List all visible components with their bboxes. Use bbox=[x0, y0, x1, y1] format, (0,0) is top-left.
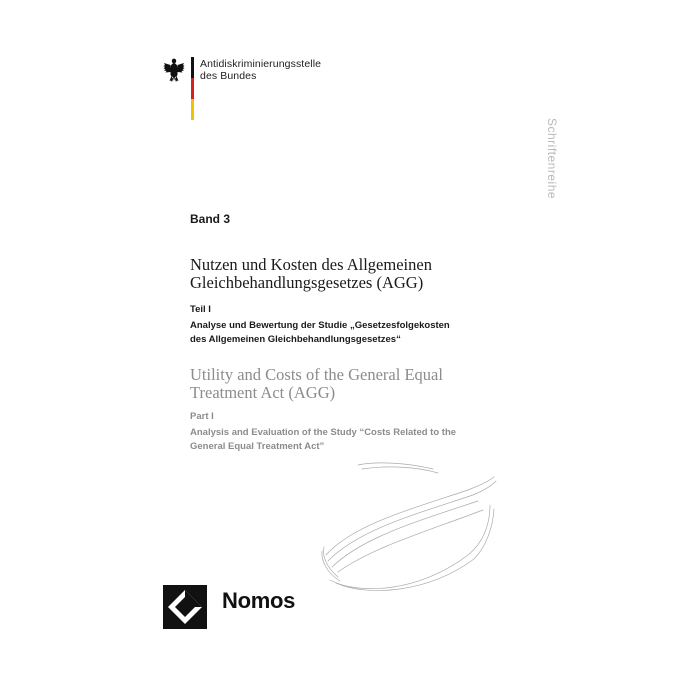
german-subtitle-line2: des Allgemeinen Gleichbehandlungsgesetzes“ bbox=[190, 333, 401, 345]
flag-stripe-black bbox=[191, 57, 194, 78]
publisher-name: Nomos bbox=[222, 588, 296, 613]
flag-stripe-gold bbox=[191, 99, 194, 120]
agency-name-line1: Antidiskriminierungsstelle bbox=[200, 58, 322, 70]
english-title bbox=[190, 366, 540, 402]
english-subtitle bbox=[190, 426, 550, 454]
english-subtitle-line1: Analysis and Evaluation of the Study “Costs Related to the bbox=[190, 427, 457, 438]
english-title-line1: Utility and Costs of the General Equal bbox=[190, 365, 443, 384]
english-part: Part I bbox=[190, 411, 214, 422]
english-title-line2: Treatment Act (AGG) bbox=[190, 383, 336, 402]
german-title-line1: Nutzen und Kosten des Allgemeinen bbox=[190, 255, 432, 274]
german-part: Teil I bbox=[190, 304, 211, 315]
flag-stripe-red bbox=[191, 78, 194, 99]
nomos-logo-icon bbox=[163, 585, 207, 629]
flag-bar bbox=[191, 57, 194, 120]
german-subtitle-line1: Analyse und Bewertung der Studie „Gesetzesfolgekosten bbox=[190, 320, 450, 331]
pencil-sketch-illustration bbox=[318, 455, 498, 600]
english-subtitle-line2: General Equal Treatment Act” bbox=[190, 441, 325, 452]
agency-name bbox=[200, 58, 321, 82]
german-subtitle bbox=[190, 319, 550, 346]
series-label bbox=[545, 118, 559, 228]
federal-eagle-icon bbox=[163, 57, 185, 83]
agency-name-line2: des Bundes bbox=[200, 70, 257, 82]
series-label-text: Schriftenreihe bbox=[545, 118, 559, 200]
volume-number: Band 3 bbox=[190, 212, 231, 226]
german-title-line2: Gleichbehandlungsgesetzes (AGG) bbox=[190, 273, 424, 292]
german-title bbox=[190, 256, 540, 292]
